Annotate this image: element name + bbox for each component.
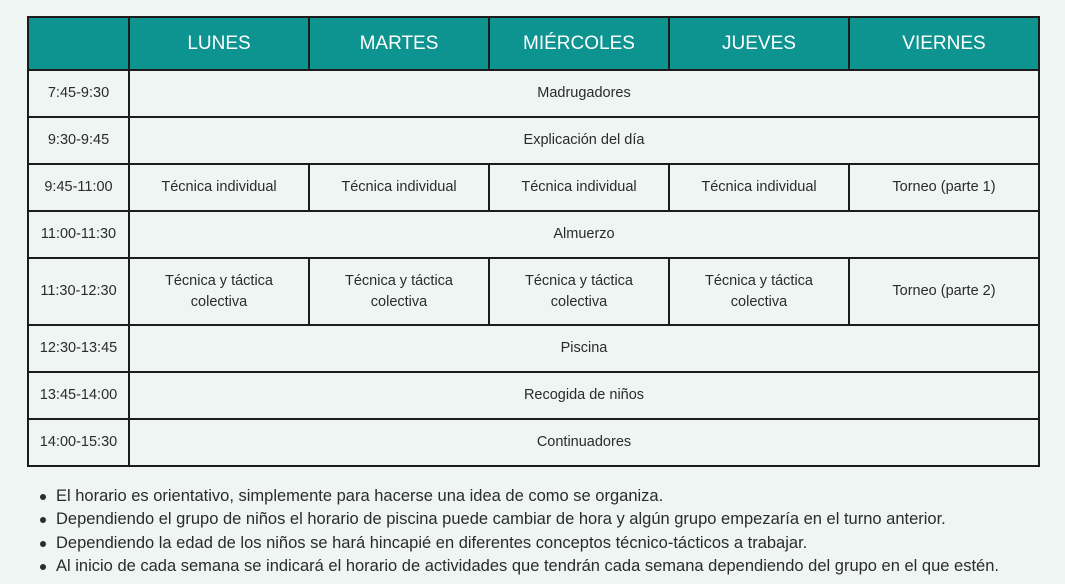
day-header-tuesday: MARTES <box>309 17 489 70</box>
note-text: Dependiendo el grupo de niños el horario de piscina puede cambiar de hora y algún grupo empezaría en el turno anterior. <box>56 510 946 529</box>
activity-cell: Piscina <box>129 325 1039 372</box>
day-header-friday: VIERNES <box>849 17 1039 70</box>
table-row <box>28 258 1039 325</box>
table-row <box>28 117 1039 164</box>
time-cell: 13:45-14:00 <box>28 372 129 419</box>
activity-cell: Técnica individual <box>489 164 669 211</box>
corner-cell <box>28 17 129 70</box>
table-row <box>28 211 1039 258</box>
bullet-icon <box>40 541 46 547</box>
activity-cell: Madrugadores <box>129 70 1039 117</box>
table-row <box>28 164 1039 211</box>
schedule-table <box>27 16 1040 467</box>
activity-cell: Torneo (parte 2) <box>849 258 1039 325</box>
bullet-icon <box>40 494 46 500</box>
time-cell: 11:00-11:30 <box>28 211 129 258</box>
activity-cell: Técnica individual <box>669 164 849 211</box>
time-cell: 11:30-12:30 <box>28 258 129 325</box>
activity-cell: Recogida de niños <box>129 372 1039 419</box>
activity-cell: Técnica y táctica colectiva <box>309 258 489 325</box>
table-row <box>28 325 1039 372</box>
table-row <box>28 70 1039 117</box>
activity-cell: Técnica individual <box>309 164 489 211</box>
activity-cell: Torneo (parte 1) <box>849 164 1039 211</box>
activity-cell: Técnica y táctica colectiva <box>489 258 669 325</box>
day-header-thursday: JUEVES <box>669 17 849 70</box>
list-item <box>40 555 999 578</box>
time-cell: 9:45-11:00 <box>28 164 129 211</box>
day-header-wednesday: MIÉRCOLES <box>489 17 669 70</box>
note-text: Dependiendo la edad de los niños se hará hincapié en diferentes conceptos técnico-tácticos a trabajar. <box>56 533 808 552</box>
activity-cell: Técnica y táctica colectiva <box>669 258 849 325</box>
notes-list <box>40 485 999 578</box>
time-cell: 12:30-13:45 <box>28 325 129 372</box>
list-item <box>40 508 999 531</box>
note-text: El horario es orientativo, simplemente para hacerse una idea de como se organiza. <box>56 487 664 505</box>
list-item <box>40 532 999 555</box>
table-row <box>28 372 1039 419</box>
list-item <box>40 485 999 508</box>
activity-cell: Técnica individual <box>129 164 309 211</box>
activity-cell: Explicación del día <box>129 117 1039 164</box>
bullet-icon <box>40 517 46 523</box>
time-cell: 9:30-9:45 <box>28 117 129 164</box>
note-text: Al inicio de cada semana se indicará el horario de actividades que tendrán cada semana dependiendo del grupo en el que estén. <box>56 556 999 575</box>
bullet-icon <box>40 564 46 570</box>
time-cell: 14:00-15:30 <box>28 419 129 466</box>
activity-cell: Continuadores <box>129 419 1039 466</box>
activity-cell: Almuerzo <box>129 211 1039 258</box>
activity-cell: Técnica y táctica colectiva <box>129 258 309 325</box>
day-header-monday: LUNES <box>129 17 309 70</box>
time-cell: 7:45-9:30 <box>28 70 129 117</box>
header-row <box>28 17 1039 70</box>
table-row <box>28 419 1039 466</box>
